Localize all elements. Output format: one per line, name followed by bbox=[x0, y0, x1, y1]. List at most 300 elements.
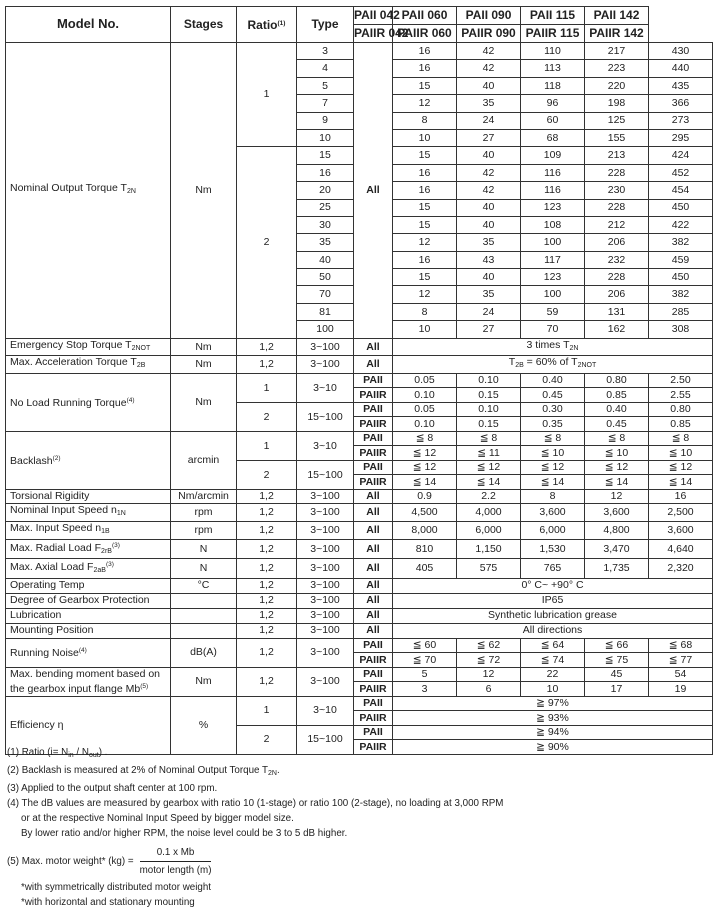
ratio-cell: 15~100 bbox=[297, 460, 354, 489]
value-cell: ≦ 12 bbox=[393, 460, 457, 475]
value-cell: 3,600 bbox=[585, 504, 649, 522]
value-cell: 1,150 bbox=[457, 539, 521, 559]
value-cell: ≦ 8 bbox=[457, 431, 521, 446]
stage-cell: 1,2 bbox=[237, 578, 297, 593]
value-cell: 15 bbox=[393, 199, 457, 216]
value-cell: 40 bbox=[457, 147, 521, 164]
value-cell: 17 bbox=[585, 682, 649, 697]
ratio-cell: 3~100 bbox=[297, 608, 354, 623]
value-cell: 0.40 bbox=[585, 402, 649, 417]
unit-cell: Nm bbox=[171, 338, 237, 356]
ratio-cell: 3~100 bbox=[297, 593, 354, 608]
type-all: All bbox=[354, 578, 393, 593]
value-cell: 116 bbox=[521, 182, 585, 199]
value-cell: 3,470 bbox=[585, 539, 649, 559]
value-cell: 1,735 bbox=[585, 559, 649, 579]
table-row bbox=[6, 623, 713, 638]
value-cell: ≦ 8 bbox=[585, 431, 649, 446]
header-model-3: PAII 115 bbox=[521, 7, 585, 25]
table-row bbox=[6, 489, 713, 504]
value-cell: 12 bbox=[457, 667, 521, 682]
value-merged: ≧ 97% bbox=[393, 696, 713, 711]
param-row: Torsional Rigidity bbox=[6, 489, 171, 504]
param-row: Lubrication bbox=[6, 608, 171, 623]
value-cell: 22 bbox=[521, 667, 585, 682]
type-cell: PAII bbox=[354, 431, 393, 446]
param-bending: Max. bending moment based on the gearbox input flange Mb$^{(5)}$ bbox=[6, 667, 171, 696]
ratio-cell: 7 bbox=[297, 95, 354, 112]
table-row bbox=[6, 696, 713, 711]
type-all: All bbox=[354, 593, 393, 608]
stage-cell: 1,2 bbox=[237, 521, 297, 539]
stage-2: 2 bbox=[237, 402, 297, 431]
value-cell: ≦ 14 bbox=[521, 475, 585, 490]
type-cell: PAIIR bbox=[354, 711, 393, 726]
value-cell: 16 bbox=[393, 251, 457, 268]
value-cell: 162 bbox=[585, 321, 649, 338]
table-row bbox=[6, 373, 713, 388]
value-cell: 42 bbox=[457, 43, 521, 60]
value-cell: 16 bbox=[649, 489, 713, 504]
unit-noload: Nm bbox=[171, 373, 237, 431]
value-cell: ≦ 66 bbox=[585, 638, 649, 653]
ratio-cell: 3~100 bbox=[297, 356, 354, 374]
header-stages: Stages bbox=[171, 7, 237, 43]
value-cell: 422 bbox=[649, 216, 713, 233]
value-cell: 155 bbox=[585, 129, 649, 146]
stage-cell: 1,2 bbox=[237, 593, 297, 608]
value-merged: ≧ 94% bbox=[393, 725, 713, 740]
param-row: Max. Axial Load $F_{2aB}^{(3)}$ bbox=[6, 559, 171, 579]
value-cell: 42 bbox=[457, 182, 521, 199]
type-all: All bbox=[354, 623, 393, 638]
header-model-r-2: PAIIR 090 bbox=[457, 25, 521, 43]
ratio-cell: 3~100 bbox=[297, 504, 354, 522]
ratio-cell: 9 bbox=[297, 112, 354, 129]
value-cell: 40 bbox=[457, 216, 521, 233]
ratio-cell: 15~100 bbox=[297, 725, 354, 754]
type-all: All bbox=[354, 489, 393, 504]
type-all: All bbox=[354, 608, 393, 623]
value-cell: 96 bbox=[521, 95, 585, 112]
type-all: All bbox=[354, 43, 393, 339]
value-cell: 68 bbox=[521, 129, 585, 146]
value-cell: 0.10 bbox=[457, 373, 521, 388]
value-cell: 454 bbox=[649, 182, 713, 199]
value-cell: ≦ 62 bbox=[457, 638, 521, 653]
value-cell: 113 bbox=[521, 60, 585, 77]
ratio-cell: 30 bbox=[297, 216, 354, 233]
type-all: All bbox=[354, 504, 393, 522]
type-all: All bbox=[354, 559, 393, 579]
param-max-accel: Max. Acceleration Torque $T_{2B}$ bbox=[6, 356, 171, 374]
value-cell: ≦ 68 bbox=[649, 638, 713, 653]
value-cell: 206 bbox=[585, 286, 649, 303]
type-cell: PAIIR bbox=[354, 388, 393, 403]
value-cell: 15 bbox=[393, 77, 457, 94]
ratio-cell: 35 bbox=[297, 234, 354, 251]
header-model-4: PAII 142 bbox=[585, 7, 649, 25]
value-cell: 452 bbox=[649, 164, 713, 181]
table-row bbox=[6, 578, 713, 593]
value-cell: 6,000 bbox=[457, 521, 521, 539]
type-cell: PAII bbox=[354, 460, 393, 475]
value-cell: 100 bbox=[521, 286, 585, 303]
value-cell: 228 bbox=[585, 199, 649, 216]
unit-cell: N bbox=[171, 539, 237, 559]
value-cell: ≦ 14 bbox=[393, 475, 457, 490]
header-ratio: Ratio$^{(1)}$ bbox=[237, 7, 297, 43]
stage-cell: 1,2 bbox=[237, 504, 297, 522]
param-efficiency: Efficiency η bbox=[6, 696, 171, 754]
value-cell: ≦ 8 bbox=[521, 431, 585, 446]
value-cell: 70 bbox=[521, 321, 585, 338]
value-cell: 35 bbox=[457, 234, 521, 251]
ratio-cell: 3~100 bbox=[297, 539, 354, 559]
value-cell: 0.9 bbox=[393, 489, 457, 504]
footnote-5-cond1: *with symmetrically distributed motor weight bbox=[21, 882, 212, 893]
header-model-2: PAII 090 bbox=[457, 7, 521, 25]
stage-cell: 1,2 bbox=[237, 356, 297, 374]
ratio-cell: 3~100 bbox=[297, 489, 354, 504]
value-cell: 2.50 bbox=[649, 373, 713, 388]
footnote-4-cont2: By lower ratio and/or higher RPM, the noise level could be 3 to 5 dB higher. bbox=[21, 828, 348, 839]
value-cell: ≦ 11 bbox=[457, 446, 521, 461]
ratio-cell: 15 bbox=[297, 147, 354, 164]
value-cell: 424 bbox=[649, 147, 713, 164]
unit-efficiency: % bbox=[171, 696, 237, 754]
type-all: All bbox=[354, 521, 393, 539]
stage-cell: 1,2 bbox=[237, 559, 297, 579]
value-cell: 8 bbox=[393, 303, 457, 320]
value-cell: 10 bbox=[393, 321, 457, 338]
value-cell: ≦ 12 bbox=[457, 460, 521, 475]
ratio-cell: 5 bbox=[297, 77, 354, 94]
value-cell: 0.05 bbox=[393, 373, 457, 388]
value-cell: ≦ 64 bbox=[521, 638, 585, 653]
ratio-cell: 40 bbox=[297, 251, 354, 268]
value-cell: 0.15 bbox=[457, 417, 521, 432]
stage-1: 1 bbox=[237, 43, 297, 147]
stage-1: 1 bbox=[237, 696, 297, 725]
unit-bending: Nm bbox=[171, 667, 237, 696]
value-cell: 123 bbox=[521, 199, 585, 216]
value-cell: 4,500 bbox=[393, 504, 457, 522]
value-cell: 45 bbox=[585, 667, 649, 682]
ratio-cell: 3~10 bbox=[297, 431, 354, 460]
header-model-r-4: PAIIR 142 bbox=[585, 25, 649, 43]
value-cell: 10 bbox=[393, 129, 457, 146]
value-cell: 366 bbox=[649, 95, 713, 112]
footnote-4-cont: or at the respective Nominal Input Speed by bigger model size. bbox=[21, 813, 294, 824]
stage-2: 2 bbox=[237, 460, 297, 489]
value-cell: 0.45 bbox=[521, 388, 585, 403]
value-cell: 0.35 bbox=[521, 417, 585, 432]
value-cell: 0.10 bbox=[393, 388, 457, 403]
ratio-cell: 81 bbox=[297, 303, 354, 320]
value-cell: 285 bbox=[649, 303, 713, 320]
table-row bbox=[6, 539, 713, 559]
value-cell: 0.80 bbox=[649, 402, 713, 417]
table-row bbox=[6, 638, 713, 653]
stage-cell: 1,2 bbox=[237, 539, 297, 559]
value-cell: 24 bbox=[457, 303, 521, 320]
unit-noise: dB(A) bbox=[171, 638, 237, 667]
value-cell: 35 bbox=[457, 95, 521, 112]
value-cell: ≦ 77 bbox=[649, 653, 713, 668]
value-cell: ≦ 72 bbox=[457, 653, 521, 668]
value-cell: 12 bbox=[393, 234, 457, 251]
value-cell: ≦ 14 bbox=[457, 475, 521, 490]
value-merged: 0° C~ +90° C bbox=[393, 578, 713, 593]
value-cell: ≦ 10 bbox=[649, 446, 713, 461]
value-cell: 0.85 bbox=[585, 388, 649, 403]
value-cell: ≦ 10 bbox=[521, 446, 585, 461]
value-merged: $T_{2B} = 60\%$ of $T_{2NOT}$ bbox=[393, 356, 713, 374]
value-cell: 3 bbox=[393, 682, 457, 697]
value-merged: ≧ 93% bbox=[393, 711, 713, 726]
value-cell: 8 bbox=[521, 489, 585, 504]
header-model-r-1: PAIIR 060 bbox=[393, 25, 457, 43]
value-cell: 108 bbox=[521, 216, 585, 233]
value-cell: 59 bbox=[521, 303, 585, 320]
stage-2: 2 bbox=[237, 725, 297, 754]
type-cell: PAII bbox=[354, 696, 393, 711]
value-cell: 8,000 bbox=[393, 521, 457, 539]
stage-cell: 1,2 bbox=[237, 338, 297, 356]
value-cell: 4,000 bbox=[457, 504, 521, 522]
value-cell: 24 bbox=[457, 112, 521, 129]
unit-cell: Nm bbox=[171, 356, 237, 374]
ratio-cell: 25 bbox=[297, 199, 354, 216]
value-cell: 295 bbox=[649, 129, 713, 146]
ratio-cell: 3~100 bbox=[297, 338, 354, 356]
value-cell: 2.2 bbox=[457, 489, 521, 504]
unit-cell bbox=[171, 593, 237, 608]
value-cell: 116 bbox=[521, 164, 585, 181]
param-nominal-torque: Nominal Output Torque $T_{2N}$ bbox=[6, 43, 171, 339]
footnote-5: (5) Max. motor weight* (kg) = $\frac{\text{0.1 x Mb}}{\text{motor length (m)}}$ bbox=[7, 847, 212, 876]
value-cell: 42 bbox=[457, 60, 521, 77]
param-emergency-stop: Emergency Stop Torque $T_{2NOT}$ bbox=[6, 338, 171, 356]
value-cell: 12 bbox=[393, 286, 457, 303]
footnote-3: (3) Applied to the output shaft center at 100 rpm. bbox=[7, 783, 218, 794]
value-cell: 12 bbox=[585, 489, 649, 504]
value-cell: 206 bbox=[585, 234, 649, 251]
value-cell: 3,600 bbox=[649, 521, 713, 539]
value-cell: 575 bbox=[457, 559, 521, 579]
ratio-cell: 70 bbox=[297, 286, 354, 303]
header-type: Type bbox=[297, 7, 354, 43]
value-cell: 5 bbox=[393, 667, 457, 682]
value-cell: 1,530 bbox=[521, 539, 585, 559]
value-cell: 4,800 bbox=[585, 521, 649, 539]
value-cell: ≦ 74 bbox=[521, 653, 585, 668]
table-row bbox=[6, 504, 713, 522]
value-cell: 220 bbox=[585, 77, 649, 94]
type-cell: PAIIR bbox=[354, 417, 393, 432]
value-cell: ≦ 12 bbox=[649, 460, 713, 475]
value-cell: 15 bbox=[393, 269, 457, 286]
value-merged: 3 times $T_{2N}$ bbox=[393, 338, 713, 356]
param-row: Operating Temp bbox=[6, 578, 171, 593]
value-cell: 0.85 bbox=[649, 417, 713, 432]
unit-cell: N bbox=[171, 559, 237, 579]
value-cell: 765 bbox=[521, 559, 585, 579]
value-cell: 228 bbox=[585, 269, 649, 286]
ratio-cell: 3~100 bbox=[297, 667, 354, 696]
stage-cell: 1,2 bbox=[237, 608, 297, 623]
value-cell: 217 bbox=[585, 43, 649, 60]
value-cell: 273 bbox=[649, 112, 713, 129]
value-cell: 0.05 bbox=[393, 402, 457, 417]
value-cell: 405 bbox=[393, 559, 457, 579]
table-row bbox=[6, 338, 713, 356]
ratio-cell: 3~100 bbox=[297, 638, 354, 667]
value-cell: 0.80 bbox=[585, 373, 649, 388]
value-cell: ≦ 70 bbox=[393, 653, 457, 668]
value-cell: 228 bbox=[585, 164, 649, 181]
unit-cell: °C bbox=[171, 578, 237, 593]
value-cell: 12 bbox=[393, 95, 457, 112]
param-row: Max. Radial Load $F_{2rB}^{(3)}$ bbox=[6, 539, 171, 559]
ratio-cell: 20 bbox=[297, 182, 354, 199]
value-cell: 117 bbox=[521, 251, 585, 268]
stage-2: 2 bbox=[237, 147, 297, 338]
value-cell: 54 bbox=[649, 667, 713, 682]
ratio-cell: 15~100 bbox=[297, 402, 354, 431]
value-cell: ≦ 75 bbox=[585, 653, 649, 668]
type-cell: PAIIR bbox=[354, 682, 393, 697]
stage-cell: 1,2 bbox=[237, 489, 297, 504]
value-cell: 10 bbox=[521, 682, 585, 697]
type-all: All bbox=[354, 356, 393, 374]
table-row bbox=[6, 593, 713, 608]
value-cell: 4,640 bbox=[649, 539, 713, 559]
value-cell: 27 bbox=[457, 321, 521, 338]
footnote-5-cond2: *with horizontal and stationary mounting bbox=[21, 897, 195, 908]
value-cell: 16 bbox=[393, 164, 457, 181]
value-cell: 60 bbox=[521, 112, 585, 129]
header-model-r-0: PAIIR 042 bbox=[354, 25, 393, 43]
value-cell: ≦ 60 bbox=[393, 638, 457, 653]
value-cell: 35 bbox=[457, 286, 521, 303]
table-row bbox=[6, 608, 713, 623]
value-cell: 0.30 bbox=[521, 402, 585, 417]
value-merged: ≧ 90% bbox=[393, 740, 713, 755]
ratio-cell: 16 bbox=[297, 164, 354, 181]
table-row bbox=[6, 559, 713, 579]
value-cell: ≦ 8 bbox=[649, 431, 713, 446]
param-row: Nominal Input Speed $n_{1N}$ bbox=[6, 504, 171, 522]
value-cell: 2.55 bbox=[649, 388, 713, 403]
table-row bbox=[6, 521, 713, 539]
value-merged: Synthetic lubrication grease bbox=[393, 608, 713, 623]
unit-cell: rpm bbox=[171, 504, 237, 522]
header-model-0: PAII 042 bbox=[354, 7, 393, 25]
unit-nominal-torque: Nm bbox=[171, 43, 237, 339]
value-cell: 8 bbox=[393, 112, 457, 129]
value-cell: 430 bbox=[649, 43, 713, 60]
motor-weight-fraction: $\frac{\text{0.1 x Mb}}{\text{motor length (m)}}$ bbox=[139, 847, 212, 876]
value-cell: 2,320 bbox=[649, 559, 713, 579]
value-cell: ≦ 12 bbox=[521, 460, 585, 475]
value-cell: 6,000 bbox=[521, 521, 585, 539]
value-cell: 440 bbox=[649, 60, 713, 77]
value-cell: 450 bbox=[649, 199, 713, 216]
value-cell: ≦ 14 bbox=[585, 475, 649, 490]
stage-cell: 1,2 bbox=[237, 638, 297, 667]
value-cell: 198 bbox=[585, 95, 649, 112]
ratio-cell: 3~10 bbox=[297, 373, 354, 402]
type-cell: PAIIR bbox=[354, 475, 393, 490]
value-cell: 459 bbox=[649, 251, 713, 268]
header-model-1: PAII 060 bbox=[393, 7, 457, 25]
value-cell: 435 bbox=[649, 77, 713, 94]
header-model-r-3: PAIIR 115 bbox=[521, 25, 585, 43]
value-cell: 131 bbox=[585, 303, 649, 320]
table-row bbox=[6, 667, 713, 682]
value-cell: 40 bbox=[457, 77, 521, 94]
value-cell: ≦ 14 bbox=[649, 475, 713, 490]
table-row bbox=[6, 431, 713, 446]
value-cell: 109 bbox=[521, 147, 585, 164]
type-cell: PAII bbox=[354, 667, 393, 682]
value-cell: ≦ 8 bbox=[393, 431, 457, 446]
param-row: Degree of Gearbox Protection bbox=[6, 593, 171, 608]
value-cell: 0.10 bbox=[457, 402, 521, 417]
ratio-cell: 4 bbox=[297, 60, 354, 77]
value-cell: 3,600 bbox=[521, 504, 585, 522]
value-cell: 382 bbox=[649, 286, 713, 303]
unit-cell: Nm/arcmin bbox=[171, 489, 237, 504]
unit-cell bbox=[171, 623, 237, 638]
type-all: All bbox=[354, 539, 393, 559]
value-cell: 125 bbox=[585, 112, 649, 129]
value-cell: 0.40 bbox=[521, 373, 585, 388]
value-cell: 0.10 bbox=[393, 417, 457, 432]
value-cell: 232 bbox=[585, 251, 649, 268]
value-cell: 15 bbox=[393, 216, 457, 233]
table-row bbox=[6, 43, 713, 60]
value-cell: 223 bbox=[585, 60, 649, 77]
type-all: All bbox=[354, 338, 393, 356]
unit-cell bbox=[171, 608, 237, 623]
value-cell: 810 bbox=[393, 539, 457, 559]
ratio-cell: 50 bbox=[297, 269, 354, 286]
value-cell: 230 bbox=[585, 182, 649, 199]
unit-backlash: arcmin bbox=[171, 431, 237, 489]
spec-table bbox=[5, 6, 713, 755]
value-cell: 0.45 bbox=[585, 417, 649, 432]
table-row bbox=[6, 356, 713, 374]
value-cell: 212 bbox=[585, 216, 649, 233]
value-cell: 0.15 bbox=[457, 388, 521, 403]
type-cell: PAII bbox=[354, 725, 393, 740]
type-cell: PAIIR bbox=[354, 446, 393, 461]
param-row: Mounting Position bbox=[6, 623, 171, 638]
value-cell: 6 bbox=[457, 682, 521, 697]
header-model-no: Model No. bbox=[6, 7, 171, 43]
value-cell: 40 bbox=[457, 269, 521, 286]
value-cell: 16 bbox=[393, 182, 457, 199]
footnote-2: (2) Backlash is measured at 2% of Nominal Output Torque $T_{2N}$. bbox=[7, 765, 280, 777]
ratio-cell: 3 bbox=[297, 43, 354, 60]
value-cell: 382 bbox=[649, 234, 713, 251]
value-cell: 42 bbox=[457, 164, 521, 181]
value-cell: 16 bbox=[393, 43, 457, 60]
value-cell: 15 bbox=[393, 147, 457, 164]
